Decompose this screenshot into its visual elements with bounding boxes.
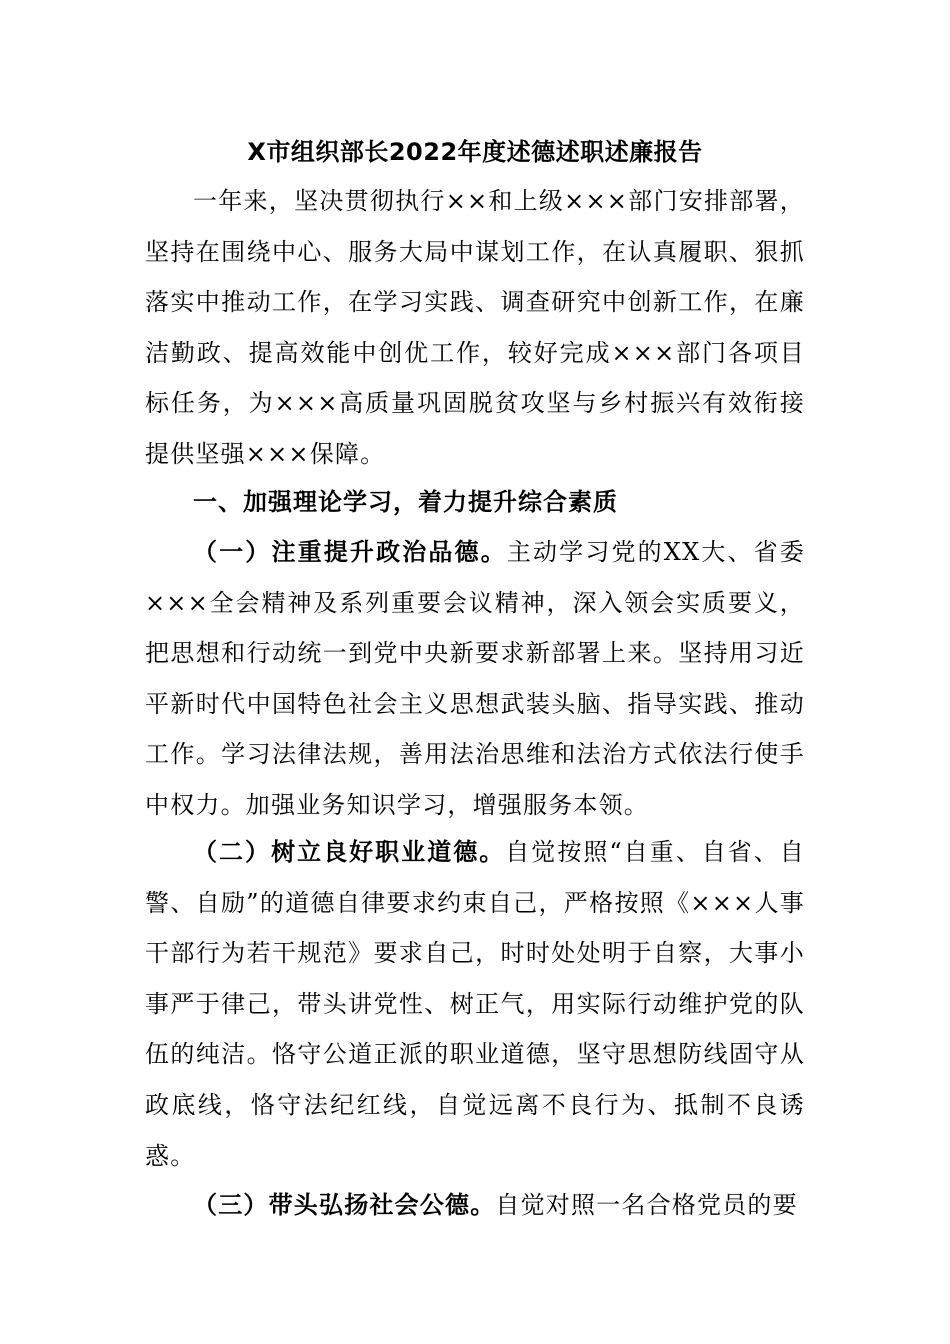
intro-paragraph: 一年来，坚决贯彻执行××和上级×××部门安排部署，坚持在围绕中心、服务大局中谋划工作，在认真履职、狠抓落实中推动工作，在学习实践、调查研究中创新工作，在廉洁勤政、提高效能中创优工作，较好完成×××部门各项目标任务，为×××高质量巩固脱贫攻坚与乡村振兴有效衔接提供坚强×××保障。 bbox=[145, 187, 805, 468]
item-text-1: 主动学习党的XX大、省委×××全会精神及系列重要会议精神，深入领会实质要义，把思想和行动统一到党中央新要求新部署上来。坚持用习近平新时代中国特色社会主义思想武装头脑、指导实践、推动工作。学习法律法规，善用法治思维和法治方式依法行使手中权力。加强业务知识学习，增强服务本领。 bbox=[145, 538, 805, 819]
section-heading-1: 一、加强理论学习，着力提升综合素质 bbox=[193, 488, 618, 516]
item-lead-2: （二）树立良好职业道德。 bbox=[193, 838, 506, 866]
item-text-3: 自觉对照一名合格党员的要 bbox=[495, 1191, 798, 1219]
item-paragraph-3 bbox=[145, 1180, 805, 1231]
item-lead-3: （三）带头弘扬社会公德。 bbox=[193, 1191, 496, 1219]
item-paragraph-1 bbox=[145, 527, 805, 831]
document-title: X市组织部长2022年度述德述职述廉报告 bbox=[247, 138, 703, 166]
item-text-2: 自觉按照“自重、自省、自警、自励”的道德自律要求约束自己，严格按照《×××人事干部行为若干规范》要求自己，时时处处明于自察，大事小事严于律己，带头讲党性、树正气，用实际行动维护党的队伍的纯洁。恪守公道正派的职业道德，坚守思想防线固守从政底线，恪守法纪红线，自觉远离不良行为、抵制不良诱惑。 bbox=[145, 838, 805, 1170]
item-lead-1: （一）注重提升政治品德。 bbox=[193, 538, 507, 566]
item-paragraph-2 bbox=[145, 827, 805, 1181]
